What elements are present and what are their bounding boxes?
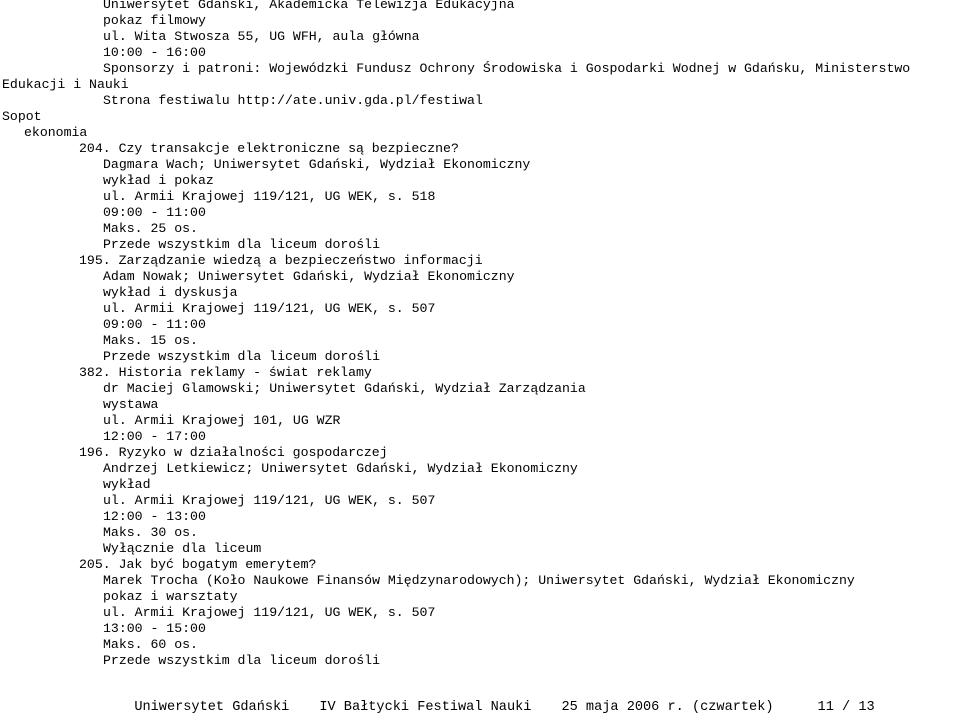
event-lecturer: dr Maciej Glamowski; Uniwersytet Gdański, Wydział Zarządzania (103, 381, 586, 396)
event-title: 196. Ryzyko w działalności gospodarczej (79, 445, 388, 460)
event-address: ul. Armii Krajowej 119/121, UG WEK, s. 518 (103, 189, 436, 204)
footer-page-number: 11 / 13 (817, 700, 875, 715)
event-form: wystawa (103, 397, 159, 412)
event-audience: Przede wszystkim dla liceum dorośli (103, 349, 380, 364)
intro-website-text: Strona festiwalu http://ate.univ.gda.pl/festiwal (103, 93, 483, 108)
event-capacity: Maks. 25 os. (103, 221, 198, 236)
intro-time: 10:00 - 16:00 (103, 45, 206, 60)
event-lecturer: Dagmara Wach; Uniwersytet Gdański, Wydział Ekonomiczny (103, 157, 531, 172)
event-lecturer: Andrzej Letkiewicz; Uniwersytet Gdański, Wydział Ekonomiczny (103, 461, 578, 476)
event-title: 382. Historia reklamy - świat reklamy (79, 365, 372, 380)
footer-university: Uniwersytet Gdański (134, 700, 290, 715)
event-time: 13:00 - 15:00 (103, 621, 206, 636)
intro-org: Uniwersytet Gdański, Akademicka Telewizja Edukacyjna (103, 0, 515, 12)
intro-sponsors-line2: Edukacji i Nauki (2, 77, 129, 92)
event-capacity: Maks. 30 os. (103, 525, 198, 540)
event-time: 12:00 - 13:00 (103, 509, 206, 524)
event-time: 09:00 - 11:00 (103, 205, 206, 220)
intro-website (103, 93, 483, 109)
category-heading: ekonomia (24, 125, 88, 140)
event-address: ul. Armii Krajowej 119/121, UG WEK, s. 507 (103, 301, 436, 316)
event-form: pokaz i warsztaty (103, 589, 238, 604)
intro-form: pokaz filmowy (103, 13, 206, 28)
city-heading: Sopot (2, 109, 42, 124)
page-footer (118, 684, 875, 716)
event-lecturer: Marek Trocha (Koło Naukowe Finansów Międzynarodowych); Uniwersytet Gdański, Wydział Ekonomiczny (103, 573, 855, 588)
event-address: ul. Armii Krajowej 101, UG WZR (103, 413, 341, 428)
event-title: 204. Czy transakcje elektroniczne są bezpieczne? (79, 141, 459, 156)
event-audience: Wyłącznie dla liceum (103, 541, 262, 556)
event-address: ul. Armii Krajowej 119/121, UG WEK, s. 507 (103, 605, 436, 620)
event-capacity: Maks. 60 os. (103, 637, 198, 652)
intro-address: ul. Wita Stwosza 55, UG WFH, aula główna (103, 29, 420, 44)
event-audience: Przede wszystkim dla liceum dorośli (103, 653, 380, 668)
event-form: wykład i dyskusja (103, 285, 238, 300)
event-address: ul. Armii Krajowej 119/121, UG WEK, s. 507 (103, 493, 436, 508)
event-capacity: Maks. 15 os. (103, 333, 198, 348)
event-time: 12:00 - 17:00 (103, 429, 206, 444)
event-title: 205. Jak być bogatym emerytem? (79, 557, 317, 572)
footer-date: 25 maja 2006 r. (czwartek) (561, 700, 774, 715)
event-lecturer: Adam Nowak; Uniwersytet Gdański, Wydział Ekonomiczny (103, 269, 515, 284)
event-form: wykład i pokaz (103, 173, 214, 188)
event-form: wykład (103, 477, 151, 492)
event-audience: Przede wszystkim dla liceum dorośli (103, 237, 380, 252)
intro-sponsors-line1: Sponsorzy i patroni: Wojewódzki Fundusz Ochrony Środowiska i Gospodarki Wodnej w Gdańsku, Ministerstwo (103, 61, 911, 76)
footer-festival: IV Bałtycki Festiwal Nauki (319, 700, 532, 715)
event-title: 195. Zarządzanie wiedzą a bezpieczeństwo informacji (79, 253, 483, 268)
event-time: 09:00 - 11:00 (103, 317, 206, 332)
